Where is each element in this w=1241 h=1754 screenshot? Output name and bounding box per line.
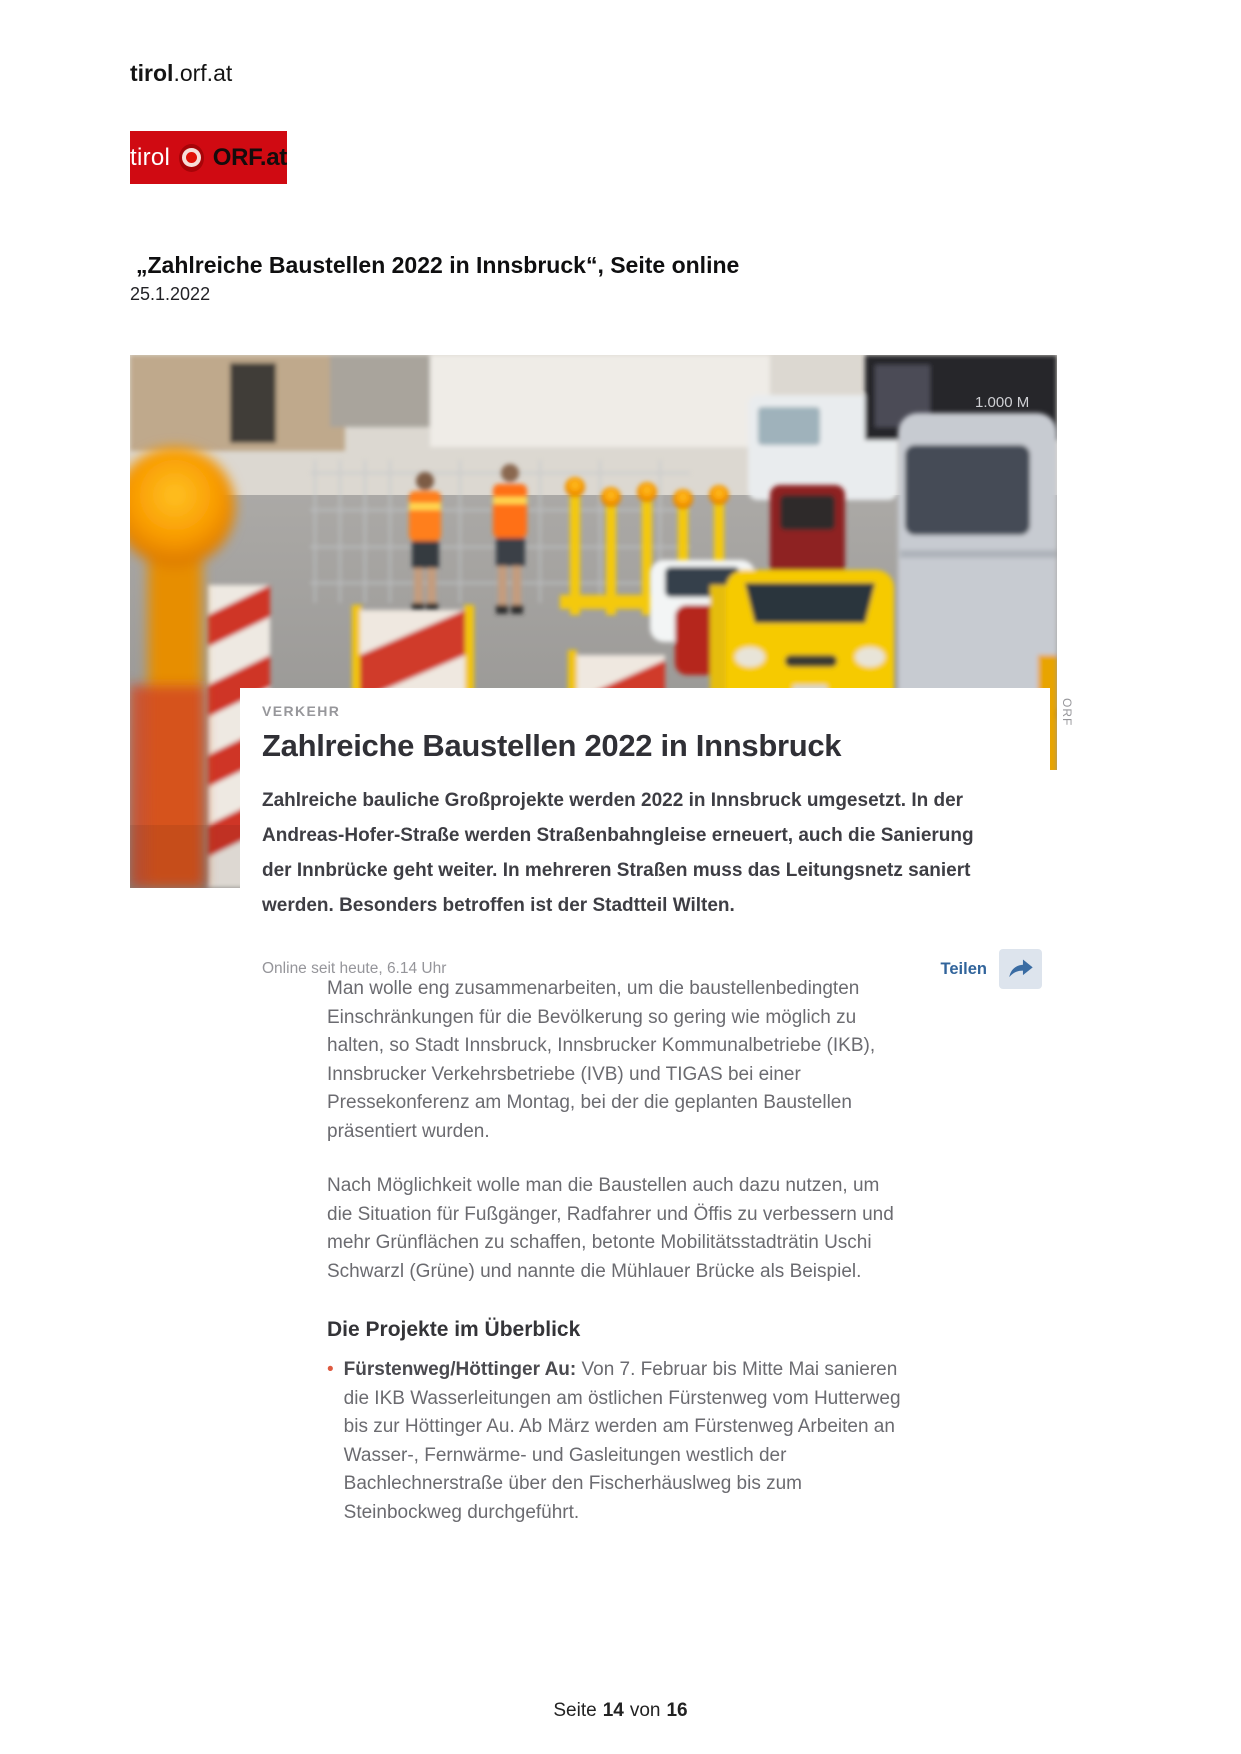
article-lead: Zahlreiche bauliche Großprojekte werden 2022 in Innsbruck umgesetzt. In der Andreas-Hofer-Straße werden Straßenbahngleise erneuert, auch die Sanierung der Innbrücke geht weiter. In mehreren Straßen muss das Leitungsnetz saniert werden. Besonders betroffen ist der Stadtteil Wilten.	[262, 790, 974, 916]
article-paragraph: Nach Möglichkeit wolle man die Baustellen auch dazu nutzen, um die Situation für Fußgänger, Radfahrer und Öffis zu verbessern und mehr Grünflächen zu schaffen, betonte Mobilitätsstadträtin Uschi Schwarzl (Grüne) und nannte die Mühlauer Brücke als Beispiel.	[327, 1175, 894, 1282]
page-footer	[0, 1700, 1241, 1722]
article-body	[327, 975, 905, 1527]
document-date: 25.1.2022	[130, 284, 211, 304]
bullet-dot-icon: •	[327, 1359, 334, 1380]
bullet-title: Fürstenweg/Höttinger Au:	[343, 1359, 577, 1380]
section-subheading: Die Projekte im Überblick	[327, 1318, 581, 1341]
footer-page-number: 14	[602, 1700, 624, 1721]
logo-brand-label: ORF.at	[212, 143, 287, 171]
site-domain-bold: tirol	[130, 60, 174, 86]
footer-prefix: Seite	[553, 1700, 597, 1721]
publish-time: Online seit heute, 6.14 Uhr	[262, 960, 447, 977]
article-paragraph: Man wolle eng zusammenarbeiten, um die baustellenbedingten Einschränkungen für die Bevölkerung so gering wie möglich zu halten, so Stadt Innsbruck, Innsbrucker Kommunalbetriebe (IKB), Innsbrucker Verkehrsbetriebe (IVB) und TIGAS bei einer Pressekonferenz am Montag, bei der die geplanten Baustellen präsentiert wurden.	[327, 978, 876, 1142]
site-domain-rest: .orf.at	[173, 60, 233, 86]
article-headline: Zahlreiche Baustellen 2022 in Innsbruck	[262, 728, 842, 763]
share-group	[941, 949, 1042, 989]
bullet-description: Von 7. Februar bis Mitte Mai sanieren die IKB Wasserleitungen am östlichen Fürstenweg vom Hutterweg bis zur Höttinger Au. Ab März werden am Fürstenweg Arbeiten an Wasser-, Fernwärme- und Gasleitungen westlich der Bachlechnerstraße über den Fischerhäuslweg bis zum Steinbockweg durchgeführt.	[343, 1359, 901, 1523]
bullet-item	[327, 1356, 905, 1527]
document-title: „Zahlreiche Baustellen 2022 in Innsbruck“, Seite online	[136, 252, 740, 278]
site-domain	[130, 60, 232, 87]
bullet-text	[344, 1356, 905, 1527]
footer-total: 16	[666, 1700, 688, 1721]
orf-bullseye-icon	[179, 144, 204, 172]
billboard-text: 1.000 M	[975, 394, 1030, 411]
share-link[interactable]: Teilen	[940, 959, 987, 978]
share-arrow-icon	[1006, 955, 1036, 984]
article-card	[240, 688, 1050, 1003]
orf-tirol-logo	[130, 131, 287, 184]
footer-middle: von	[629, 1700, 661, 1721]
photo-credit: ORF	[1060, 698, 1074, 727]
share-button[interactable]	[999, 949, 1042, 989]
category-label: VERKEHR	[262, 703, 341, 719]
logo-region-label: tirol	[130, 143, 171, 171]
